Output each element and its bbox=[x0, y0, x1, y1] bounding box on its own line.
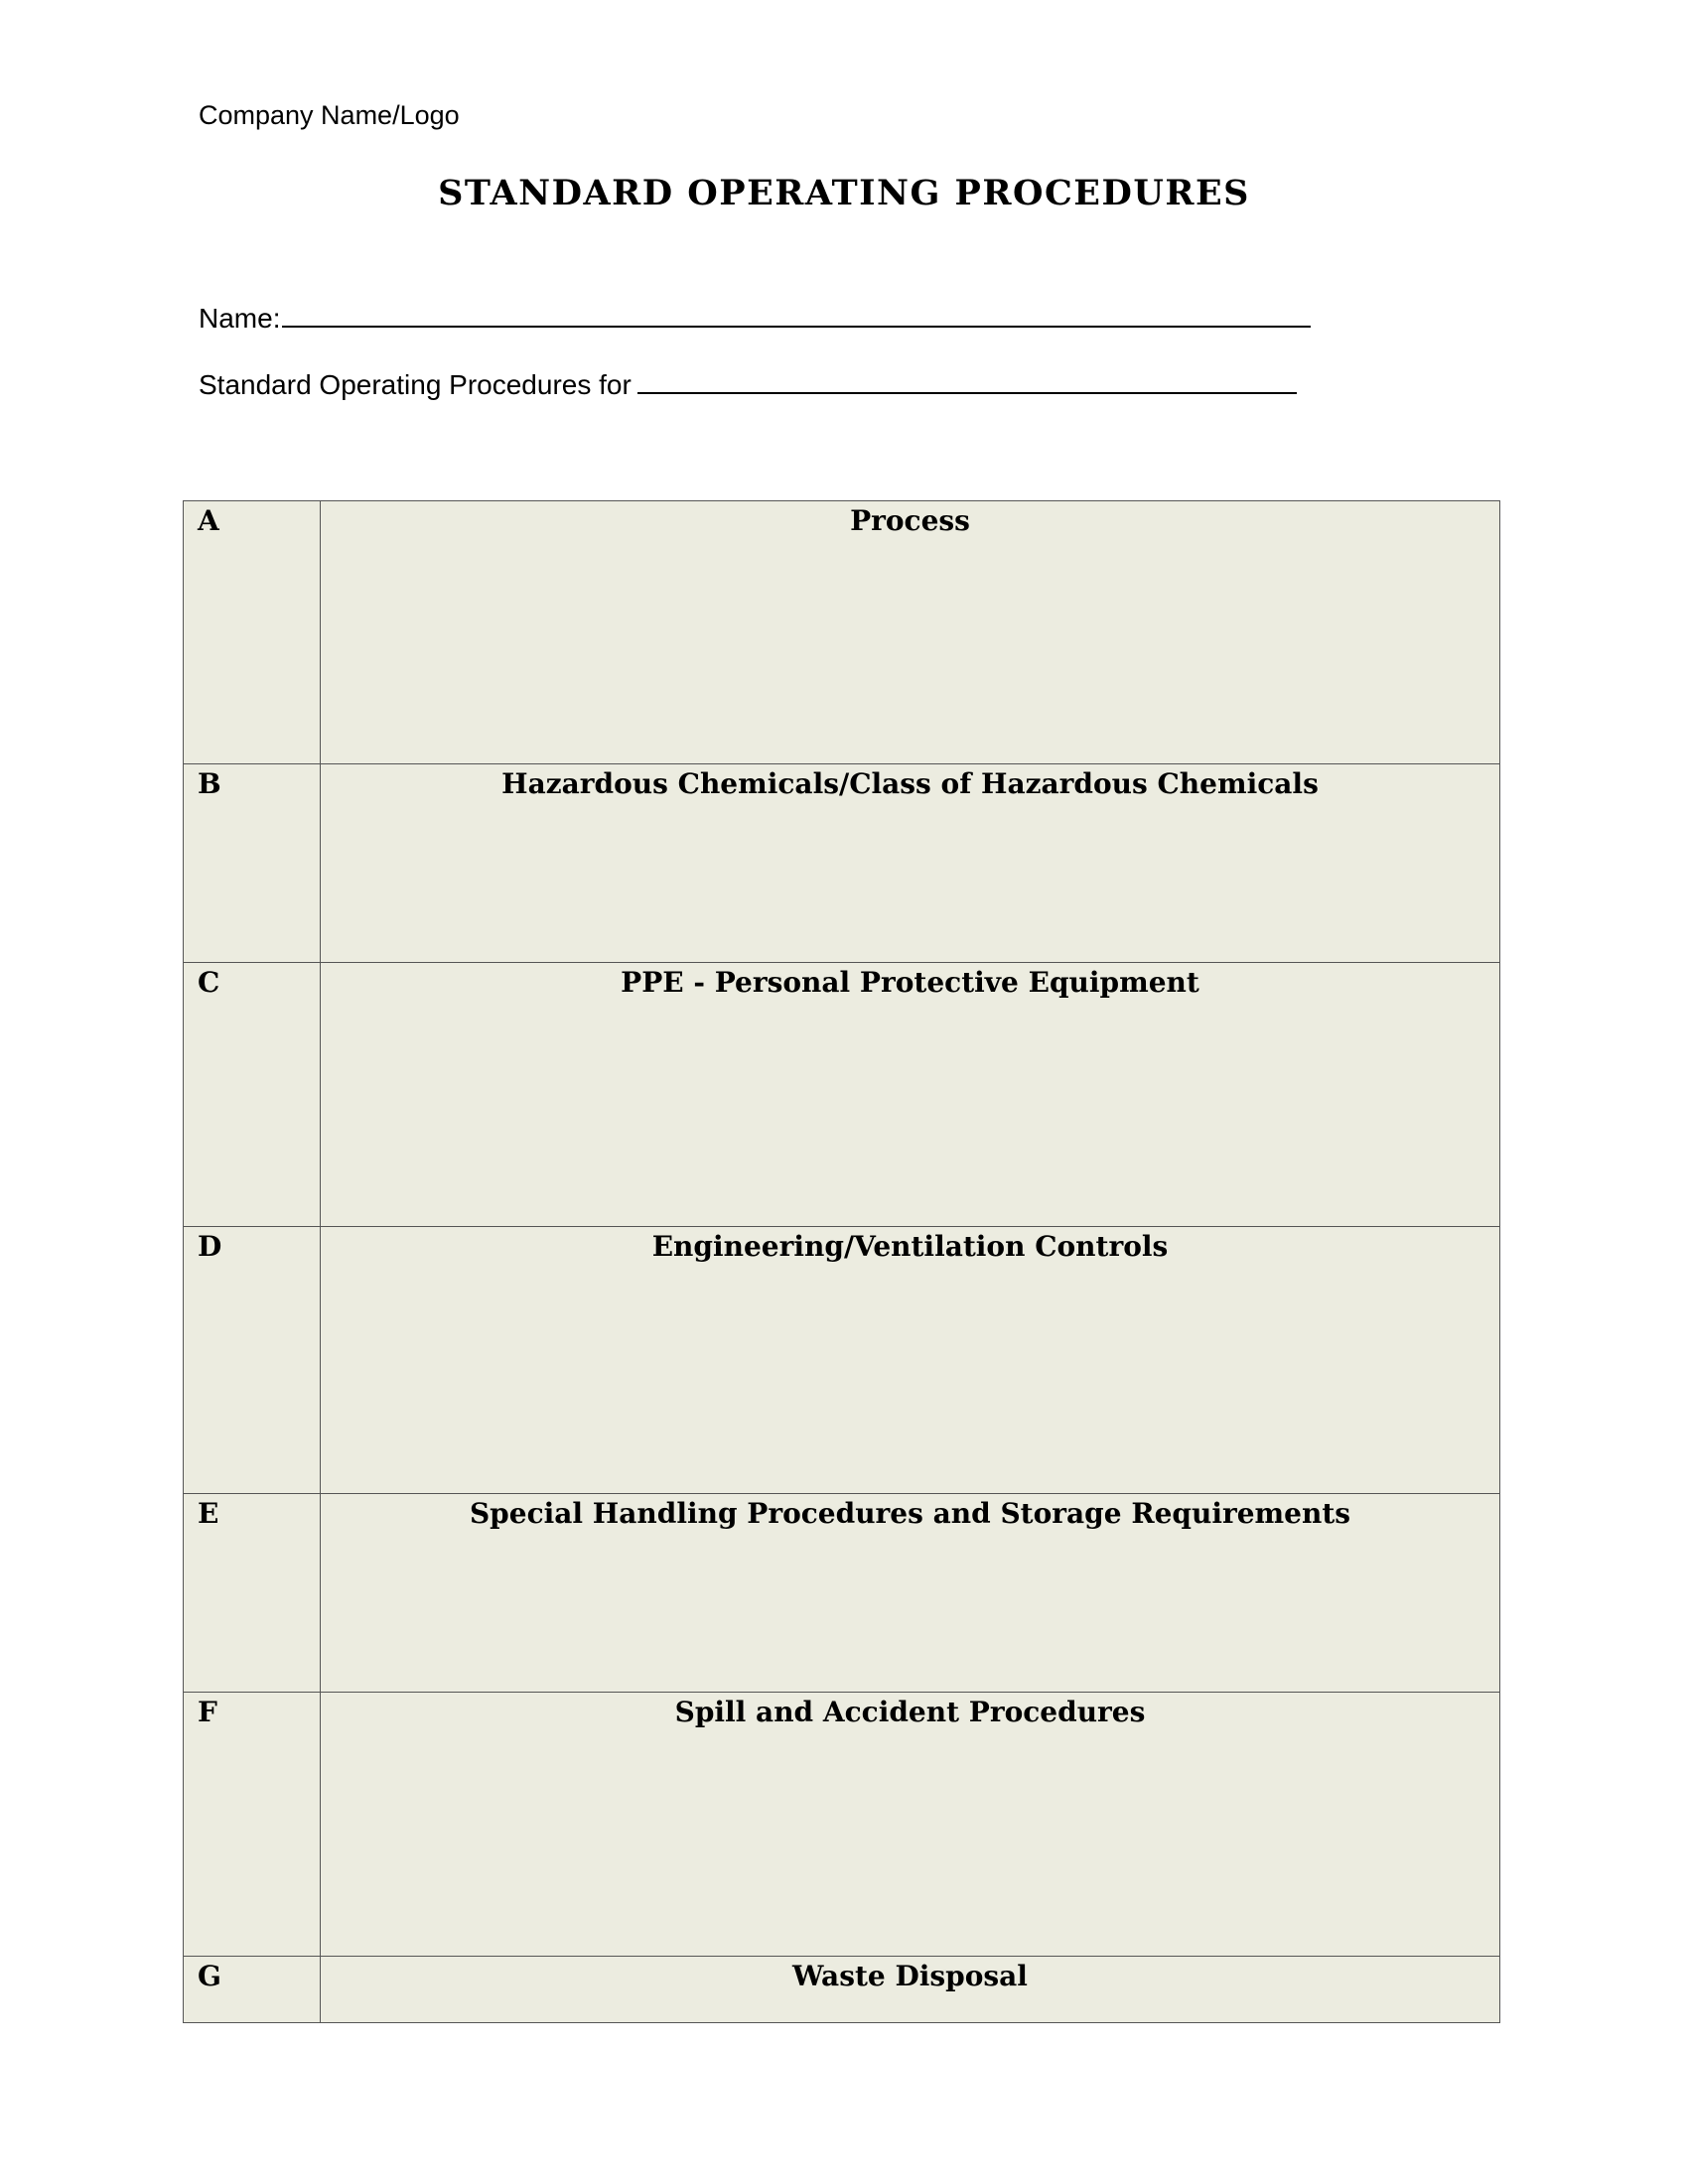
section-letter: C bbox=[184, 963, 321, 1227]
section-letter: B bbox=[184, 764, 321, 963]
section-row-g bbox=[184, 1957, 1500, 2023]
name-field-row bbox=[199, 300, 1311, 337]
sop-sections-table bbox=[183, 500, 1500, 2023]
section-title-waste-disposal[interactable]: Waste Disposal bbox=[321, 1957, 1500, 2023]
section-title-special-handling[interactable]: Special Handling Procedures and Storage Requirements bbox=[321, 1494, 1500, 1693]
sop-for-field-row bbox=[199, 366, 1297, 403]
section-row-e bbox=[184, 1494, 1500, 1693]
company-name-logo: Company Name/Logo bbox=[199, 100, 460, 130]
section-letter: F bbox=[184, 1693, 321, 1957]
section-letter: E bbox=[184, 1494, 321, 1693]
name-blank-line[interactable] bbox=[282, 300, 1311, 328]
section-letter: D bbox=[184, 1227, 321, 1494]
section-title-hazardous-chemicals[interactable]: Hazardous Chemicals/Class of Hazardous Chemicals bbox=[321, 764, 1500, 963]
sop-for-blank-line[interactable] bbox=[637, 366, 1297, 394]
section-row-f bbox=[184, 1693, 1500, 1957]
section-row-b bbox=[184, 764, 1500, 963]
section-letter: A bbox=[184, 501, 321, 764]
name-label: Name: bbox=[199, 303, 281, 334]
section-letter: G bbox=[184, 1957, 321, 2023]
sop-for-label: Standard Operating Procedures for bbox=[199, 369, 632, 400]
section-title-spill-accident[interactable]: Spill and Accident Procedures bbox=[321, 1693, 1500, 1957]
section-title-ppe[interactable]: PPE - Personal Protective Equipment bbox=[321, 963, 1500, 1227]
section-title-process[interactable]: Process bbox=[321, 501, 1500, 764]
document-title: STANDARD OPERATING PROCEDURES bbox=[438, 173, 1250, 213]
section-row-c bbox=[184, 963, 1500, 1227]
section-row-a bbox=[184, 501, 1500, 764]
section-row-d bbox=[184, 1227, 1500, 1494]
section-title-engineering-controls[interactable]: Engineering/Ventilation Controls bbox=[321, 1227, 1500, 1494]
